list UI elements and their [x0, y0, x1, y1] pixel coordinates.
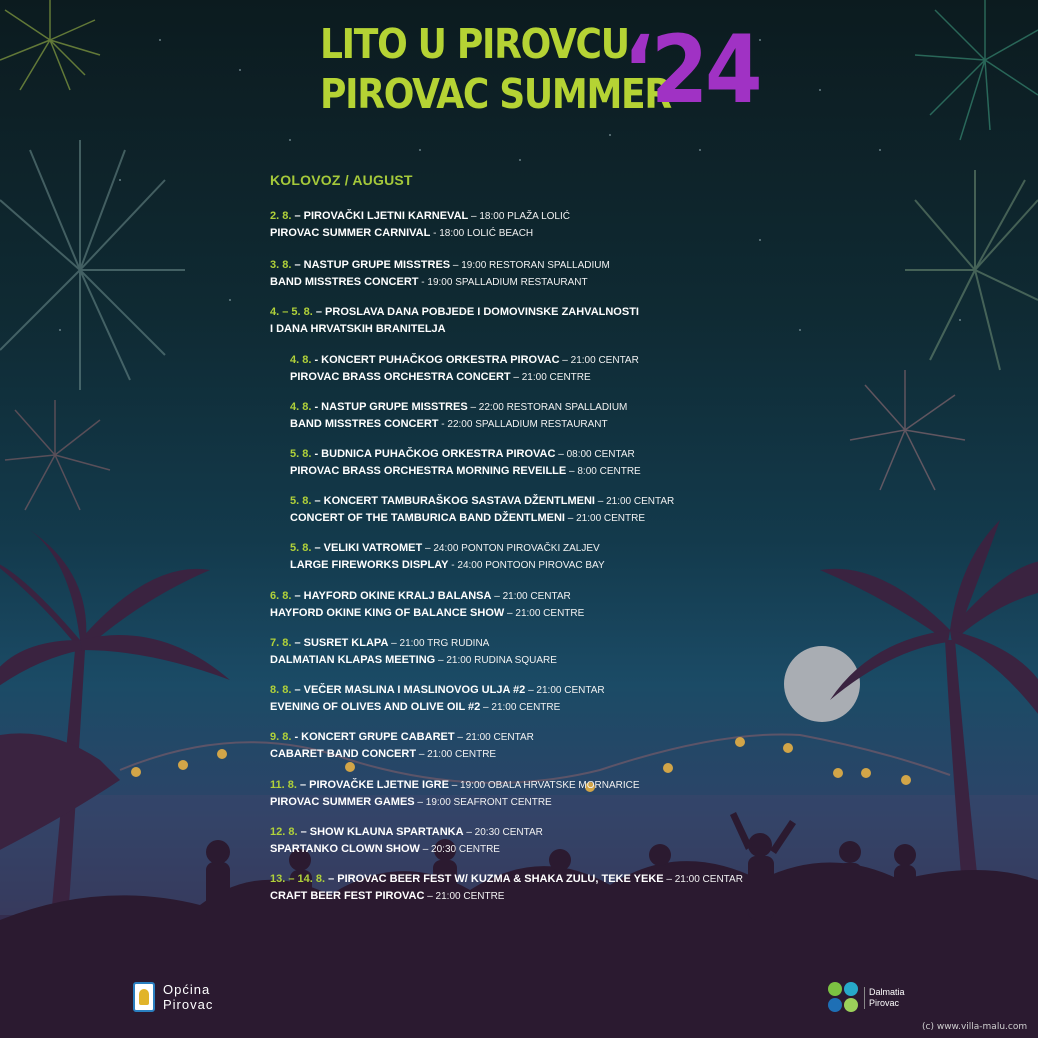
event-item [270, 635, 557, 669]
event-info: – 24:00 PONTON PIROVAČKI ZALJEV [422, 543, 600, 554]
event-item [270, 777, 640, 811]
event-title-en: PIROVAC SUMMER CARNIVAL [270, 227, 431, 239]
event-title: – PIROVAČKI LJETNI KARNEVAL [291, 210, 469, 222]
event-line-croatian [290, 352, 639, 369]
event-info-en: – 21:00 CENTRE [504, 608, 585, 619]
event-title-en: PIROVAC BRASS ORCHESTRA CONCERT [290, 371, 511, 383]
logo-left-line2: Pirovac [163, 997, 214, 1012]
title-line-english: PIROVAC SUMMER [320, 70, 671, 118]
event-line-english [270, 888, 743, 905]
event-info: – 21:00 TRG RUDINA [388, 638, 490, 649]
event-info-en: – 20:30 CENTRE [419, 844, 500, 855]
event-info-en: – 21:00 CENTRE [424, 891, 505, 902]
event-info-en: – 19:00 SEAFRONT CENTRE [414, 797, 552, 808]
logo-left-line1: Općina [163, 982, 211, 997]
event-title: – VELIKI VATROMET [311, 542, 423, 554]
event-title: – PIROVAC BEER FEST W/ KUZMA & SHAKA ZULU, TEKE YEKE [325, 873, 664, 885]
event-title: – SHOW KLAUNA SPARTANKA [297, 826, 464, 838]
copyright-watermark: (c) www.villa-malu.com [922, 1022, 1028, 1032]
event-date: 11. 8. [270, 779, 297, 791]
event-info-en: - 24:00 PONTOON PIROVAC BAY [448, 560, 605, 571]
event-line-croatian [270, 208, 570, 225]
event-title-en: EVENING OF OLIVES AND OLIVE OIL #2 [270, 701, 481, 713]
event-info: – 19:00 RESTORAN SPALLADIUM [450, 260, 610, 271]
event-info-en: – 8:00 CENTRE [566, 466, 641, 477]
event-item [270, 682, 605, 716]
event-info: – 08:00 CENTAR [555, 449, 635, 460]
event-title-en: HAYFORD OKINE KING OF BALANCE SHOW [270, 607, 505, 619]
event-info-en: – 21:00 CENTRE [416, 749, 497, 760]
event-item [290, 446, 641, 480]
poster-title [320, 16, 759, 125]
event-title-en: LARGE FIREWORKS DISPLAY [290, 559, 449, 571]
event-title: – HAYFORD OKINE KRALJ BALANSA [291, 590, 492, 602]
event-title: – NASTUP GRUPE MISSTRES [291, 259, 451, 271]
event-info: – 22:00 RESTORAN SPALLADIUM [467, 402, 628, 413]
event-line-english [270, 794, 640, 811]
event-title: – SUSRET KLAPA [291, 637, 389, 649]
event-line-croatian [270, 871, 743, 888]
event-date: 4. 8. [290, 354, 312, 366]
event-line-croatian [290, 399, 627, 416]
event-item [270, 257, 610, 291]
event-date: 9. 8. [270, 731, 292, 743]
event-title: – KONCERT TAMBURAŠKOG SASTAVA DŽENTLMENI [311, 495, 595, 507]
event-item [270, 588, 584, 622]
event-line-croatian [290, 446, 641, 463]
title-line-croatian: LITO U PIROVCU [320, 20, 629, 68]
event-info-en: – 21:00 CENTRE [564, 513, 646, 524]
event-line-english [270, 699, 605, 716]
logo-right-line2: Pirovac [869, 998, 900, 1008]
firework-left-large [0, 140, 185, 390]
event-title: - BUDNICA PUHAČKOG ORKESTRA PIROVAC [311, 448, 556, 460]
event-title: – PIROVAČKE LJETNE IGRE [296, 779, 449, 791]
event-title: - KONCERT PUHAČKOG ORKESTRA PIROVAC [311, 354, 560, 366]
event-info: – 21:00 CENTAR [663, 874, 743, 885]
event-title-en: PIROVAC SUMMER GAMES [270, 796, 415, 808]
event-line-english [290, 510, 674, 527]
event-line-english [270, 321, 639, 338]
event-item [290, 493, 674, 527]
event-info-en: – 21:00 RUDINA SQUARE [435, 655, 557, 666]
event-date: 7. 8. [270, 637, 292, 649]
event-line-croatian [270, 729, 534, 746]
event-line-english [290, 416, 627, 433]
event-info: – 21:00 CENTAR [454, 732, 534, 743]
event-date: 13. – 14. 8. [270, 873, 326, 885]
firework-top-left [0, 0, 100, 90]
event-item [270, 304, 639, 338]
event-line-croatian [290, 540, 605, 557]
event-line-english [270, 605, 584, 622]
event-line-english [270, 841, 543, 858]
event-title-en: CABARET BAND CONCERT [270, 748, 417, 760]
event-title: – PROSLAVA DANA POBJEDE I DOMOVINSKE ZAHVALNOSTI [312, 306, 639, 318]
event-info-en: - 22:00 SPALLADIUM RESTAURANT [438, 419, 608, 430]
event-line-croatian [270, 304, 639, 321]
event-line-croatian [270, 777, 640, 794]
title-year: ‘24 [623, 16, 759, 125]
event-title-en: I DANA HRVATSKIH BRANITELJA [270, 323, 446, 335]
firework-top-right [915, 0, 1038, 140]
event-line-english [290, 463, 641, 480]
event-date: 5. 8. [290, 542, 312, 554]
event-line-croatian [270, 588, 584, 605]
event-date: 8. 8. [270, 684, 292, 696]
event-date: 3. 8. [270, 259, 292, 271]
event-info: – 21:00 CENTAR [525, 685, 605, 696]
event-date: 2. 8. [270, 210, 292, 222]
event-line-english [290, 369, 639, 386]
event-item [290, 399, 627, 433]
opcina-pirovac-logo [133, 982, 213, 1012]
event-title-en: BAND MISSTRES CONCERT [290, 418, 439, 430]
event-item [270, 729, 534, 763]
event-date: 12. 8. [270, 826, 298, 838]
event-line-croatian [290, 493, 674, 510]
event-line-english [270, 274, 610, 291]
event-title-en: CRAFT BEER FEST PIROVAC [270, 890, 425, 902]
event-info-en: - 18:00 LOLIĆ BEACH [430, 228, 534, 239]
event-line-english [290, 557, 605, 574]
event-date: 4. – 5. 8. [270, 306, 313, 318]
event-title: - NASTUP GRUPE MISSTRES [311, 401, 468, 413]
event-title-en: CONCERT OF THE TAMBURICA BAND DŽENTLMENI [290, 512, 565, 524]
event-item [290, 540, 605, 574]
event-date: 5. 8. [290, 448, 312, 460]
event-date: 4. 8. [290, 401, 312, 413]
event-line-croatian [270, 635, 557, 652]
event-info: – 19:00 OBALA HRVATSKE MORNARICE [448, 780, 640, 791]
event-line-english [270, 225, 570, 242]
logo-right-line1: Dalmatia [869, 987, 905, 997]
light-string [120, 734, 950, 782]
event-info: – 18:00 PLAŽA LOLIĆ [468, 211, 570, 222]
event-line-english [270, 746, 534, 763]
event-title-en: SPARTANKO CLOWN SHOW [270, 843, 420, 855]
event-info: – 20:30 CENTAR [463, 827, 543, 838]
dalmatia-pirovac-leaf-icon [828, 982, 860, 1014]
event-item [290, 352, 639, 386]
event-schedule [270, 172, 790, 188]
event-info: – 21:00 CENTAR [594, 496, 675, 507]
event-info-en: – 21:00 CENTRE [510, 372, 591, 383]
event-info: – 21:00 CENTAR [559, 355, 639, 366]
event-info-en: - 19:00 SPALLADIUM RESTAURANT [418, 277, 588, 288]
event-item [270, 208, 570, 242]
event-title-en: PIROVAC BRASS ORCHESTRA MORNING REVEILLE [290, 465, 567, 477]
event-title-en: DALMATIAN KLAPAS MEETING [270, 654, 436, 666]
event-line-croatian [270, 682, 605, 699]
month-heading: KOLOVOZ / AUGUST [270, 172, 413, 188]
firework-right-large [905, 170, 1038, 370]
event-item [270, 824, 543, 858]
event-line-croatian [270, 824, 543, 841]
dalmatia-pirovac-logo [828, 982, 905, 1014]
event-line-croatian [270, 257, 610, 274]
event-item [270, 871, 743, 905]
event-date: 6. 8. [270, 590, 292, 602]
event-title-en: BAND MISSTRES CONCERT [270, 276, 419, 288]
municipality-crest-icon [133, 982, 155, 1012]
firework-right-small [850, 370, 965, 490]
event-line-english [270, 652, 557, 669]
event-title: – VEČER MASLINA I MASLINOVOG ULJA #2 [291, 684, 526, 696]
event-date: 5. 8. [290, 495, 312, 507]
firework-left-small [5, 400, 110, 510]
event-title: - KONCERT GRUPE CABARET [291, 731, 455, 743]
event-info-en: – 21:00 CENTRE [480, 702, 561, 713]
event-info: – 21:00 CENTAR [491, 591, 571, 602]
